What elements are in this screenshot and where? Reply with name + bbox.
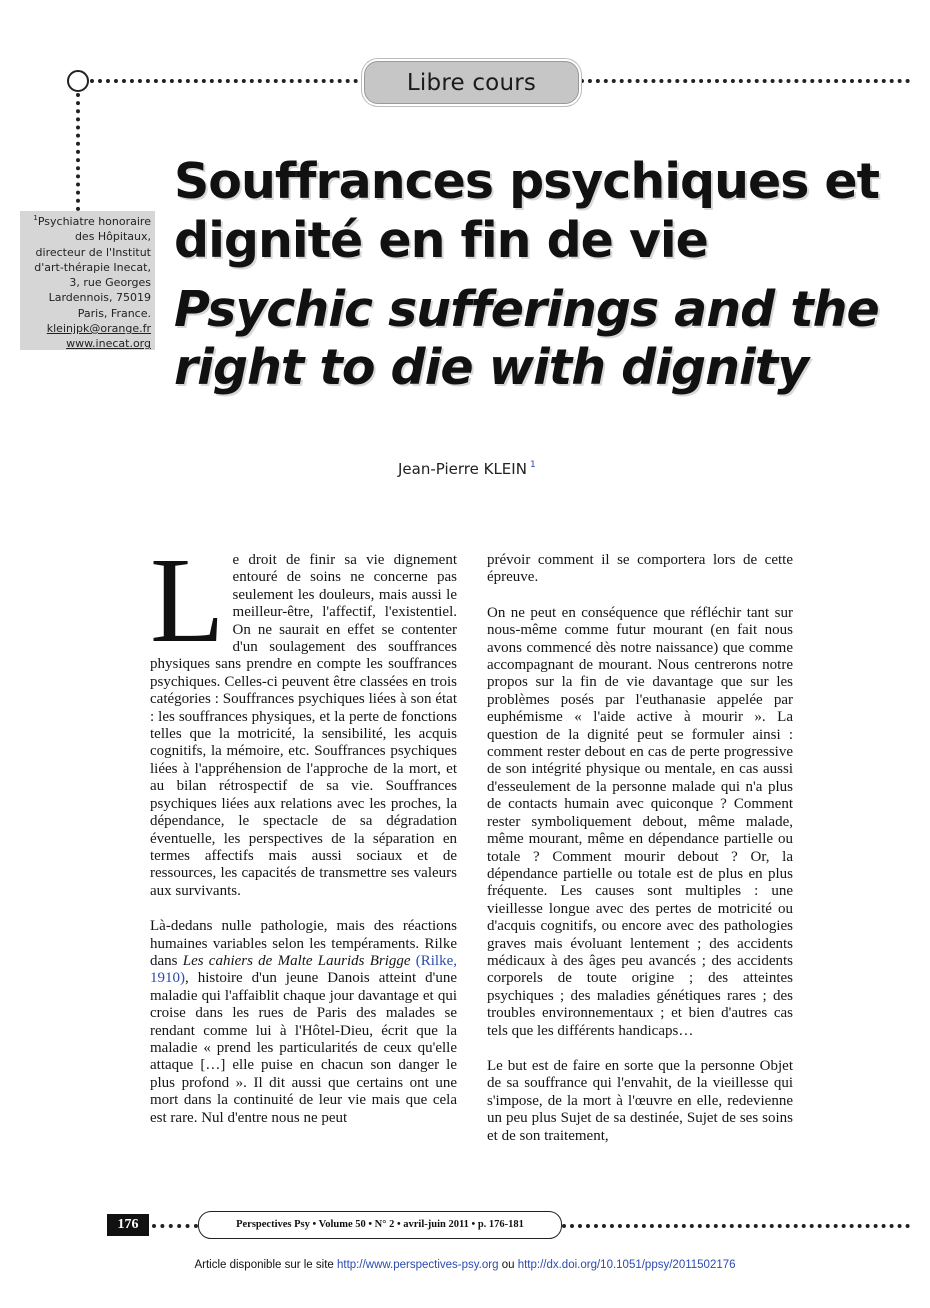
title-english [174, 281, 914, 397]
article-availability-note: Article disponible sur le site http://www.perspectives-psy.org ou http://dx.doi.org/10.1051/ppsy/2011502176 [194, 1259, 736, 1271]
header-circle-ornament [67, 70, 89, 92]
journal-website-link[interactable]: http://www.perspectives-psy.org [337, 1259, 499, 1271]
author-byline [398, 460, 536, 478]
affiliation-line-3: directeur de l'Institut [35, 245, 151, 259]
affiliation-line-7: Paris, France. [77, 306, 151, 320]
journal-citation: Perspectives Psy • Volume 50 • N° 2 • avril-juin 2011 • p. 176-181 [198, 1211, 562, 1239]
paragraph-rilke: Là-dedans nulle pathologie, mais des réactions humaines variables selon les tempéraments. Rilke dans Les cahiers de Malte Laurids Brigge (Rilke, 1910), histoire d'un jeune Danois atteint d'une maladie qui l'affaiblit chaque jour davantage et qui croise dans les rues de Paris des malades se rendant comme lui à l'Hôtel-Dieu, écrit que la maladie « prend les particularités de ceux qu'elle attaque […] elle puise en chacun son danger le plus profond ». Il dit aussi que certains ont une mort dans la continuité de leur vie mais que cela est rare. Nul d'entre nous ne peut [150, 918, 458, 1126]
title-french [174, 152, 914, 270]
affiliation-box [20, 211, 155, 350]
body-column-right [487, 552, 793, 1163]
body-column-left [150, 533, 458, 1145]
author-name: Jean-Pierre KLEIN [398, 460, 527, 478]
title-english-line-1: Psychic sufferings and the [174, 281, 879, 338]
doi-link[interactable]: http://dx.doi.org/10.1051/ppsy/2011502176 [517, 1259, 736, 1271]
paragraph-continuation: prévoir comment il se comportera lors de cette épreuve. [487, 552, 793, 586]
title-french-line-1: Souffrances psychiques et [174, 153, 880, 210]
author-email-link[interactable]: kleinjpk@orange.fr [46, 322, 151, 336]
affiliation-line-4: d'art-thérapie Inecat, [34, 260, 151, 274]
affiliation-line-1: $^1$Psychiatre honoraire [33, 214, 151, 228]
footer-dotted-rule-left [152, 1224, 198, 1228]
author-affiliation-marker[interactable]: 1 [529, 460, 536, 470]
citation-link-rilke[interactable]: (Rilke, 1910) [150, 952, 458, 987]
paragraph-dignity: On ne peut en conséquence que réfléchir tant sur nous-même comme futur mourant (en fait nous avons commencé dès notre naissance) que comme accompagnant de mourant. Nous centrerons notre propos sur la fin de vie davantage que sur les problèmes posés par l'euthanasie appelée par euphémisme « l'aide active à mourir ». La question de la dignité peut se formuler ainsi : comment rester debout en cas de perte progressive de son intégrité physique ou mentale, en cas aussi d'esseulement de la personne malade qui n'a plus de contacts humain avec quiconque ? Comment rester symboliquement debout, même malade, même mourant, même en dépendance partielle ou totale ? Comment mourir debout ? Or, la dépendance partielle ou totale est de plus en plus fréquente. Les causes sont multiples : une vieillesse longue avec des pertes de motricité ou d'acquis cognitifs, ou encore avec des pathologies graves mais évoluant lentement ; des accidents médicaux à des âges peu avancés ; des accidents corporels de toute origine ; des atteintes psychiques ; des maladies génétiques rares ; des troubles environnementaux ; et bien d'autres cas tels que les différents handicaps… [487, 604, 793, 1039]
header-dotted-rule-right [580, 79, 910, 83]
title-french-line-2: dignité en fin de vie [174, 212, 708, 269]
header-dotted-rule-vertical [76, 93, 80, 211]
affiliation-line-5: 3, rue Georges [69, 276, 151, 290]
institute-website-link[interactable]: www.inecat.org [66, 337, 151, 351]
paragraph-goal: Le but est de faire en sorte que la personne Objet de sa souffrance qui l'envahit, de la vieillesse qui s'impose, de la mort à l'œuvre en elle, redevienne un peu plus Sujet de sa destinée, Sujet de ses soins et de son traitement, [487, 1057, 793, 1144]
page-number: 176 [107, 1214, 149, 1236]
header-dotted-rule-left [90, 79, 366, 83]
affiliation-marker: 1 [33, 214, 38, 222]
affiliation-line-2: des Hôpitaux, [74, 230, 151, 244]
footer-dotted-rule-right [562, 1224, 910, 1228]
paragraph-intro: Le droit de finir sa vie dignement entouré de soins ne concerne pas seulement les douleurs, mais aussi le meilleur-être, l'affectif, l'existentiel. On ne saurait en effet se contenter d'un soulagement des souffrances physiques sans prendre en compte les souffrances psychiques. Celles-ci peuvent être classées en trois catégories : Souffrances psychiques liées à son état : les souffrances physiques, et la perte de fonctions telles que la motricité, la sensibilité, les acquis cognitifs, la mémoire, etc. Souffrances psychiques liées à l'appréhension de l'approche de la mort, et au bilan rétrospectif de sa vie. Souffrances psychiques liées aux relations avec les proches, la dépendance, le spectacle de sa dégradation éventuelle, les perspectives de la séparation en termes affectifs mais aussi sociaux et de ressources, les capacités de transmettre ses valeurs aux survivants. [150, 533, 457, 899]
title-english-line-2: right to die with dignity [174, 339, 809, 396]
affiliation-line-6: Lardennois, 75019 [48, 291, 151, 305]
book-title: Les cahiers de Malte Laurids Brigge [182, 952, 411, 969]
section-label: Libre cours [364, 61, 579, 104]
drop-cap: L [150, 533, 225, 668]
